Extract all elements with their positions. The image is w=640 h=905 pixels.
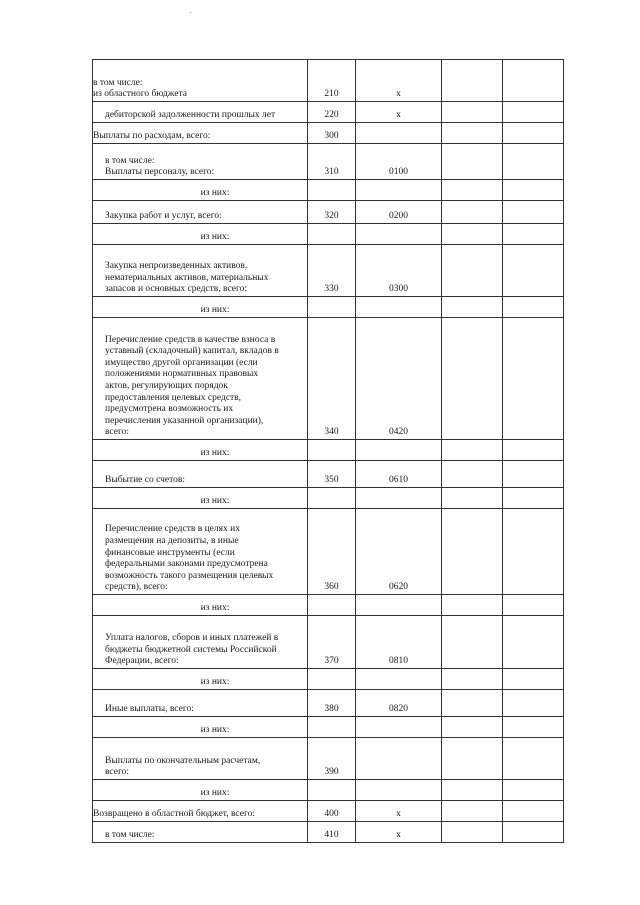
classification-code-cell: 0420 <box>356 318 442 440</box>
line-code-cell: 390 <box>308 738 356 780</box>
table-row <box>93 488 564 509</box>
table-row <box>93 780 564 801</box>
row-label <box>93 224 308 245</box>
row-label-line: Выбытие со счетов: <box>105 475 186 486</box>
row-label <box>93 801 308 822</box>
amount-cell <box>442 201 503 224</box>
amount-cell <box>442 780 503 801</box>
row-label-line: Закупка непроизведенных активов, <box>105 261 248 272</box>
row-label-line: запасов и основных средств, всего: <box>105 284 248 295</box>
amount-cell <box>503 60 564 102</box>
classification-code-cell <box>356 717 442 738</box>
line-code-cell: 410 <box>308 822 356 843</box>
row-label <box>93 461 308 488</box>
row-label <box>93 616 308 669</box>
table-row <box>93 690 564 717</box>
table-row <box>93 123 564 144</box>
classification-code-cell: 0300 <box>356 245 442 297</box>
row-label-line: Выплаты по расходам, всего: <box>93 131 211 142</box>
row-label-line: актов, регулирующих порядок <box>105 381 228 392</box>
classification-code-cell: х <box>356 801 442 822</box>
line-code-cell <box>308 224 356 245</box>
classification-code-cell <box>356 123 442 144</box>
amount-cell <box>503 144 564 180</box>
classification-code-cell: 0810 <box>356 616 442 669</box>
amount-cell <box>442 245 503 297</box>
amount-cell <box>503 690 564 717</box>
table-row <box>93 201 564 224</box>
line-code-cell <box>308 669 356 690</box>
table-row <box>93 144 564 180</box>
amount-cell <box>442 488 503 509</box>
line-code-cell: 210 <box>308 60 356 102</box>
line-code-cell: 320 <box>308 201 356 224</box>
row-label-line: размещения на депозиты, в иные <box>105 536 239 547</box>
classification-code-cell <box>356 595 442 616</box>
table-row <box>93 616 564 669</box>
table-row <box>93 60 564 102</box>
line-code-cell: 360 <box>308 509 356 595</box>
classification-code-cell <box>356 297 442 318</box>
classification-code-cell <box>356 488 442 509</box>
row-label-line: положениями нормативных правовых <box>105 369 259 380</box>
classification-code-cell: 0200 <box>356 201 442 224</box>
row-label-line: Выплаты по окончательным расчетам, <box>105 755 261 766</box>
amount-cell <box>503 123 564 144</box>
amount-cell <box>442 717 503 738</box>
row-label-line: из них: <box>200 725 230 736</box>
amount-cell <box>442 123 503 144</box>
amount-cell <box>503 669 564 690</box>
amount-cell <box>503 102 564 123</box>
row-label-line: предоставления целевых средств, <box>105 392 242 403</box>
amount-cell <box>442 509 503 595</box>
amount-cell <box>503 440 564 461</box>
row-label-line: Закупка работ и услуг, всего: <box>105 211 222 222</box>
row-label <box>93 297 308 318</box>
amount-cell <box>442 144 503 180</box>
row-label <box>93 102 308 123</box>
classification-code-cell <box>356 669 442 690</box>
line-code-cell: 330 <box>308 245 356 297</box>
row-label <box>93 245 308 297</box>
line-code-cell: 220 <box>308 102 356 123</box>
amount-cell <box>503 318 564 440</box>
table-row <box>93 180 564 201</box>
row-label <box>93 318 308 440</box>
amount-cell <box>442 224 503 245</box>
amount-cell <box>442 738 503 780</box>
row-label-line: в том числе: <box>93 77 143 88</box>
amount-cell <box>503 488 564 509</box>
line-code-cell: 350 <box>308 461 356 488</box>
row-label-line: Перечисление средств в целях их <box>105 524 240 535</box>
classification-code-cell <box>356 224 442 245</box>
row-label <box>93 440 308 461</box>
row-label-line: из них: <box>200 788 230 799</box>
row-label-line: из них: <box>200 305 230 316</box>
row-label-line: из них: <box>200 603 230 614</box>
line-code-cell: 310 <box>308 144 356 180</box>
amount-cell <box>442 102 503 123</box>
amount-cell <box>442 297 503 318</box>
table-row <box>93 509 564 595</box>
table-row <box>93 318 564 440</box>
amount-cell <box>503 738 564 780</box>
amount-cell <box>503 201 564 224</box>
classification-code-cell: х <box>356 60 442 102</box>
row-label-line: дебиторской задолженности прошлых лет <box>105 110 276 121</box>
line-code-cell <box>308 595 356 616</box>
report-table <box>92 59 564 843</box>
classification-code-cell <box>356 738 442 780</box>
row-label-line: в том числе: <box>105 155 155 166</box>
report-table-body <box>93 60 564 843</box>
amount-cell <box>503 801 564 822</box>
table-row <box>93 822 564 843</box>
row-label <box>93 595 308 616</box>
row-label-line: из них: <box>200 188 230 199</box>
amount-cell <box>503 297 564 318</box>
row-label-line: Федерации, всего: <box>105 656 179 667</box>
line-code-cell: 300 <box>308 123 356 144</box>
row-label <box>93 738 308 780</box>
row-label-line: федеральными законами предусмотрена <box>105 559 268 570</box>
row-label-line: предусмотрена возможность их <box>105 404 234 415</box>
classification-code-cell <box>356 440 442 461</box>
row-label-line: средств), всего: <box>105 582 168 593</box>
table-row <box>93 595 564 616</box>
table-row <box>93 440 564 461</box>
line-code-cell <box>308 717 356 738</box>
line-code-cell <box>308 780 356 801</box>
table-row <box>93 669 564 690</box>
row-label-line: из них: <box>200 448 230 459</box>
row-label-line: из них: <box>200 232 230 243</box>
amount-cell <box>442 669 503 690</box>
amount-cell <box>442 690 503 717</box>
row-label-line: нематериальных активов, материальных <box>105 272 269 283</box>
row-label-line: перечисления указанной организации), <box>105 415 264 426</box>
amount-cell <box>503 616 564 669</box>
amount-cell <box>503 224 564 245</box>
row-label <box>93 144 308 180</box>
row-label <box>93 60 308 102</box>
amount-cell <box>503 509 564 595</box>
table-row <box>93 801 564 822</box>
amount-cell <box>442 318 503 440</box>
line-code-cell <box>308 440 356 461</box>
table-row <box>93 738 564 780</box>
row-label-line: Уплата налогов, сборов и иных платежей в <box>105 633 279 644</box>
row-label <box>93 780 308 801</box>
amount-cell <box>503 245 564 297</box>
classification-code-cell: 0820 <box>356 690 442 717</box>
row-label-line: всего: <box>105 767 130 778</box>
row-label <box>93 717 308 738</box>
row-label-line: Возвращено в областной бюджет, всего: <box>93 809 256 820</box>
amount-cell <box>442 440 503 461</box>
amount-cell <box>442 822 503 843</box>
row-label <box>93 822 308 843</box>
row-label-line: уставный (складочный) капитал, вкладов в <box>105 346 279 357</box>
amount-cell <box>503 461 564 488</box>
table-row <box>93 245 564 297</box>
classification-code-cell: 0610 <box>356 461 442 488</box>
amount-cell <box>503 717 564 738</box>
amount-cell <box>442 60 503 102</box>
table-row <box>93 102 564 123</box>
row-label <box>93 201 308 224</box>
line-code-cell: 400 <box>308 801 356 822</box>
classification-code-cell: 0620 <box>356 509 442 595</box>
amount-cell <box>442 616 503 669</box>
row-label-line: Иные выплаты, всего: <box>105 704 194 715</box>
table-row <box>93 297 564 318</box>
amount-cell <box>442 180 503 201</box>
row-label <box>93 509 308 595</box>
amount-cell <box>503 595 564 616</box>
line-code-cell: 380 <box>308 690 356 717</box>
amount-cell <box>442 595 503 616</box>
row-label <box>93 123 308 144</box>
line-code-cell <box>308 180 356 201</box>
row-label-line: возможность такого размещения целевых <box>105 570 274 581</box>
classification-code-cell: 0100 <box>356 144 442 180</box>
classification-code-cell: х <box>356 102 442 123</box>
table-row <box>93 461 564 488</box>
row-label-line: из них: <box>200 677 230 688</box>
amount-cell <box>503 822 564 843</box>
line-code-cell: 370 <box>308 616 356 669</box>
line-code-cell: 340 <box>308 318 356 440</box>
line-code-cell <box>308 488 356 509</box>
table-row <box>93 717 564 738</box>
row-label-line: в том числе: <box>105 830 155 841</box>
row-label-line: из областного бюджета <box>93 89 187 100</box>
row-label-line: Перечисление средств в качестве взноса в <box>105 334 276 345</box>
row-label <box>93 669 308 690</box>
row-label-line: Выплаты персоналу, всего: <box>105 167 215 178</box>
row-label-line: финансовые инструменты (если <box>105 547 235 558</box>
row-label <box>93 488 308 509</box>
row-label-line: имущество другой организации (если <box>105 357 258 368</box>
row-label <box>93 180 308 201</box>
classification-code-cell <box>356 780 442 801</box>
row-label-line: бюджеты бюджетной системы Российской <box>105 644 277 655</box>
row-label-line: всего: <box>105 427 130 438</box>
amount-cell <box>442 461 503 488</box>
amount-cell <box>503 780 564 801</box>
classification-code-cell <box>356 180 442 201</box>
row-label-line: из них: <box>200 496 230 507</box>
amount-cell <box>442 801 503 822</box>
line-code-cell <box>308 297 356 318</box>
amount-cell <box>503 180 564 201</box>
row-label <box>93 690 308 717</box>
scan-speck <box>190 12 191 13</box>
table-row <box>93 224 564 245</box>
classification-code-cell: х <box>356 822 442 843</box>
